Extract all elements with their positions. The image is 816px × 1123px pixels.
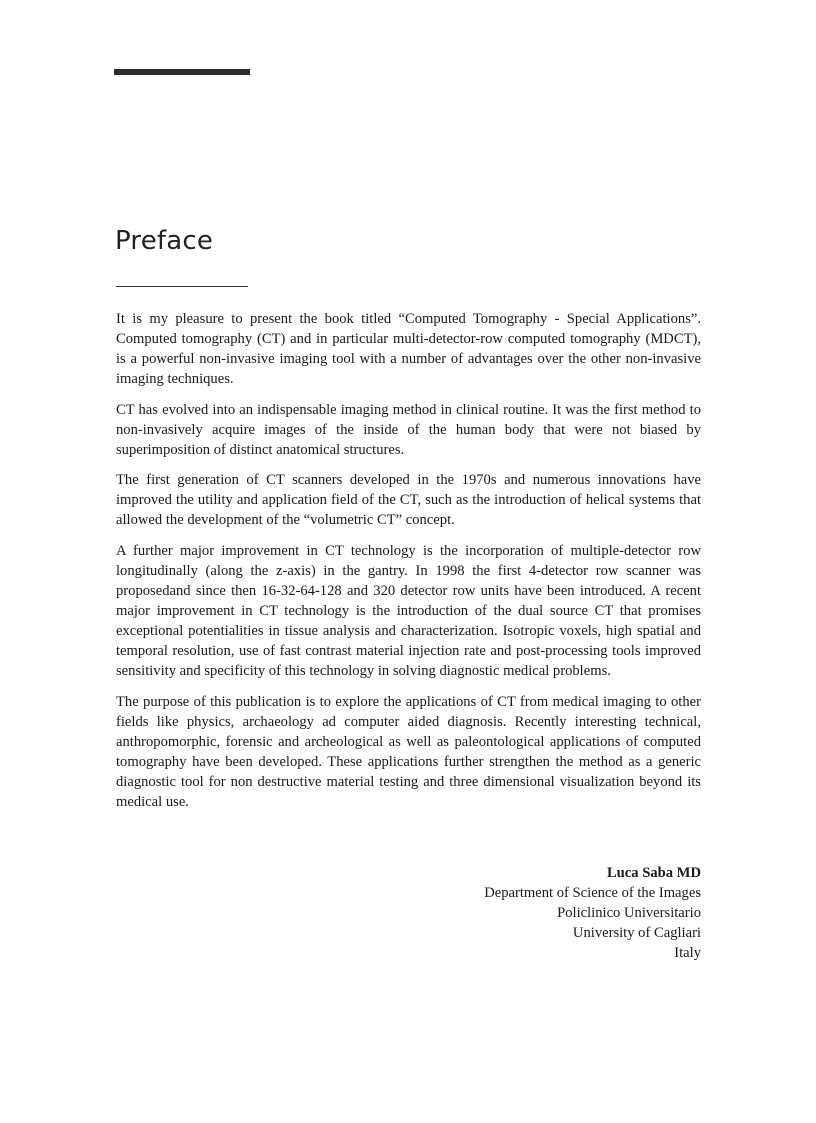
paragraph-multidetector: A further major improvement in CT technology is the incorporation of multiple-detector row longitudinally (along the z-axis) in the gantry. In 1998 the first 4-detector row scanner was proposedand since then 16-32-64-128 and 320 detector row units have been introduced. A recent major improvement in CT technology is the introduction of the dual source CT that promises exceptional potentialities in tissue analysis and characterization. Isotropic voxels, high spatial and temporal resolution, use of fast contrast material injection rate and post-processing tools improved sensitivity and specificity of this technology in solving diagnostic medical problems. — [116, 542, 701, 680]
title-underline-rule — [116, 286, 248, 287]
paragraph-purpose: The purpose of this publication is to explore the applications of CT from medical imaging to other fields like physics, archaeology ad computer aided diagnosis. Recently interesting technical, anthropomorphic, forensic and archeological as well as paleontological applications of computed tomography have been developed. These applications further strengthen the method as a generic diagnostic tool for non destructive material testing and three dimensional visualization beyond its medical use. — [116, 693, 701, 811]
preface-body — [116, 309, 701, 823]
author-university: University of Cagliari — [572, 925, 701, 942]
paragraph-first-generation: The first generation of CT scanners developed in the 1970s and numerous innovations have improved the utility and application field of the CT, such as the introduction of helical systems that allowed the development of the “volumetric CT” concept. — [116, 472, 701, 529]
paragraph-intro: It is my pleasure to present the book titled “Computed Tomography - Special Applications”. Computed tomography (CT) and in particular multi-detector-row computed tomography (MDCT), is a powerful non-invasive imaging tool with a number of advantages over the other non-invasive imaging techniques. — [116, 311, 701, 388]
author-country: Italy — [674, 945, 701, 962]
paragraph-ct-evolution: CT has evolved into an indispensable imaging method in clinical routine. It was the first method to non-invasively acquire images of the inside of the human body that were not biased by superimposition of distinct anatomical structures. — [116, 401, 701, 458]
author-department: Department of Science of the Images — [484, 885, 701, 902]
page-title: Preface — [115, 226, 214, 256]
author-hospital: Policlinico Universitario — [557, 905, 701, 922]
header-decorative-bar — [114, 69, 250, 75]
author-signature-block — [484, 863, 701, 963]
author-name: Luca Saba MD — [606, 865, 701, 881]
